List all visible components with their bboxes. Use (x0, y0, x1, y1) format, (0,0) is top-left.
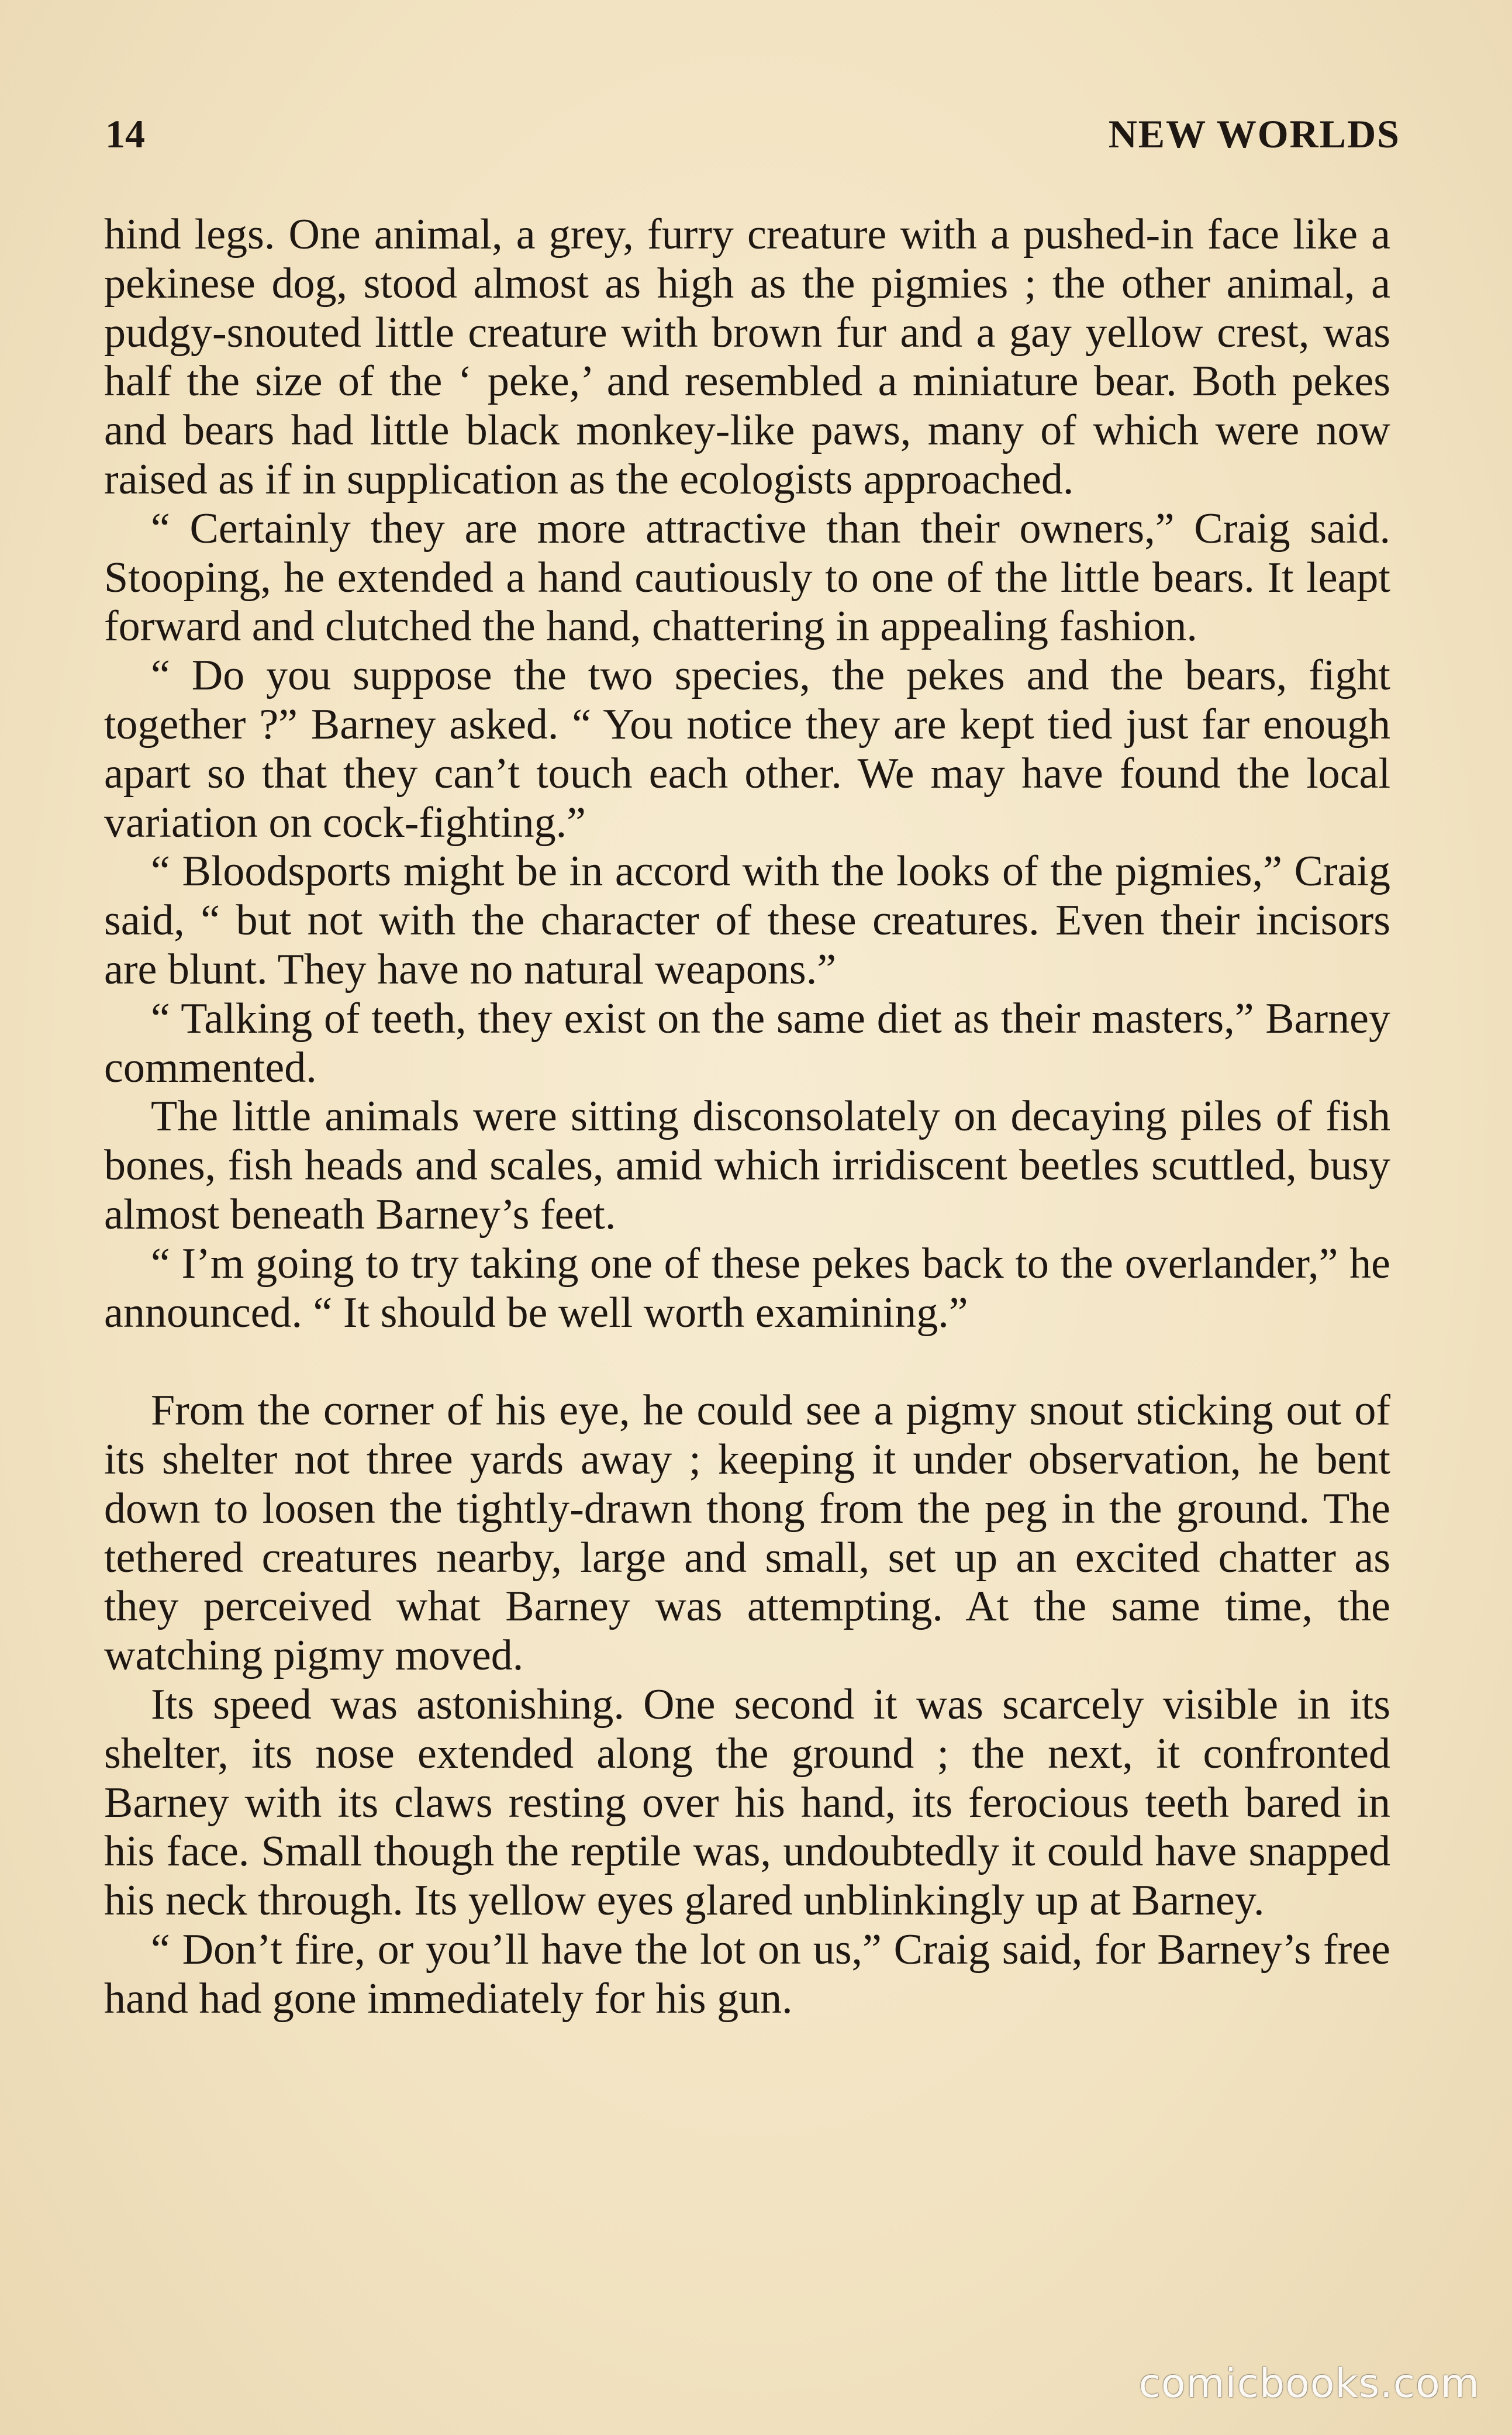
paragraph: “ Don’t fire, or you’ll have the lot on us,” Craig said, for Barney’s free hand had gone immediately for his gun. (104, 1925, 1390, 2023)
paragraph: From the corner of his eye, he could see a pigmy snout sticking out of its shelter not three yards away ; keeping it under observation, he bent down to loosen the tightly-drawn thong from the peg in the ground. The tethered creatures nearby, large and small, set up an excited chatter as they perceived what Barney was attempting. At the same time, the watching pigmy moved. (104, 1386, 1390, 1680)
paragraph: “ Talking of teeth, they exist on the same diet as their masters,” Barney commented. (104, 994, 1390, 1092)
paragraph: “ Bloodsports might be in accord with the looks of the pigmies,” Craig said, “ but not with the character of these creatures. Even their incisors are blunt. They have no natural weapons.” (104, 847, 1390, 994)
paragraph: The little animals were sitting disconsolately on decaying piles of fish bones, fish heads and scales, amid which irridiscent beetles scuttled, busy almost beneath Barney’s feet. (104, 1092, 1390, 1239)
paragraph: “ Do you suppose the two species, the pekes and the bears, fight together ?” Barney asked. “ You notice they are kept tied just far enough apart so that they can’t touch each other. We may have found the local variation on cock-fighting.” (104, 651, 1390, 847)
paragraph: “ Certainly they are more attractive than their owners,” Craig said. Stooping, he extended a hand cautiously to one of the little bears. It leapt forward and clutched the hand, chattering in appealing fashion. (104, 504, 1390, 651)
running-head: NEW WORLDS (1108, 112, 1400, 156)
section-break (104, 1337, 1390, 1386)
paragraph: “ I’m going to try taking one of these pekes back to the overlander,” he announced. “ It should be well worth examining.” (104, 1239, 1390, 1337)
page-header (105, 111, 1400, 164)
paragraph: Its speed was astonishing. One second it was scarcely visible in its shelter, its nose extended along the ground ; the next, it confronted Barney with its claws resting over his hand, its ferocious teeth bared in his face. Small though the reptile was, undoubtedly it could have snapped his neck through. Its yellow eyes glared unblinkingly up at Barney. (104, 1680, 1390, 1925)
body-text (104, 211, 1390, 2023)
page-number: 14 (105, 112, 145, 156)
paragraph: hind legs. One animal, a grey, furry creature with a pushed-in face like a pekinese dog, stood almost as high as the pigmies ; the other animal, a pudgy-snouted little creature with brown fur and a gay yellow crest, was half the size of the ‘ peke,’ and resembled a miniature bear. Both pekes and bears had little black monkey-like paws, many of which were now raised as if in supplication as the ecologists approached. (104, 211, 1390, 503)
watermark: comicbooks.com (1138, 2361, 1480, 2407)
